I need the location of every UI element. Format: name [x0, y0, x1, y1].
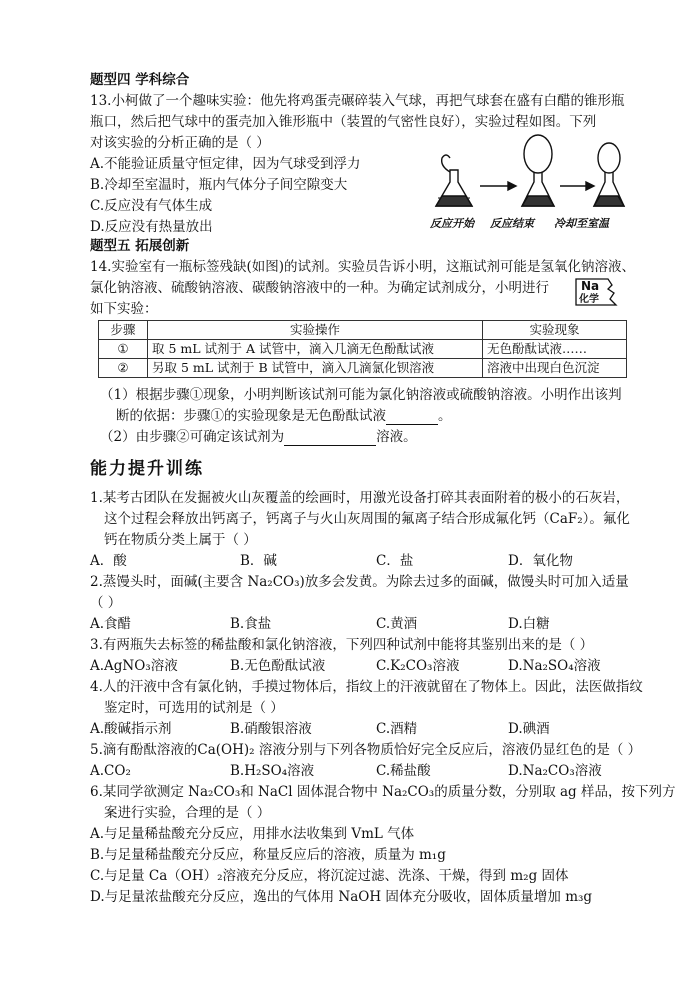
caption-end: 反应结束 — [490, 217, 534, 230]
q1-option-b: B．碱 — [240, 553, 277, 569]
q1-option-c: C．盐 — [376, 553, 414, 569]
table-cell-operation: 另取 5 mL 试剂于 B 试管中，滴入几滴氯化钡溶液 — [148, 359, 483, 378]
q14-sub1-line1: （1）根据步骤①现象，小明判断该试剂可能为氯化钠溶液或硫酸钠溶液。小明作出该判 — [100, 387, 622, 403]
q14-stem-line2: 氯化钠溶液、硫酸钠溶液、碳酸钠溶液中的一种。为确定试剂成分，小明进行 — [90, 280, 549, 296]
q14-sub2-line — [100, 428, 417, 446]
q14-sub1-text: 断的依据：步骤①的实验现象是无色酚酞试液 — [116, 408, 386, 424]
table-cell-step: ② — [99, 359, 148, 378]
q6-option-c: C.与足量 Ca（OH）₂溶液充分反应，将沉淀过滤、洗涤、干燥，得到 m₂g 固体 — [90, 868, 569, 884]
q2-option-b: B.食盐 — [230, 616, 272, 632]
answer-blank-2[interactable] — [284, 431, 376, 446]
q3-option-a: A.AgNO₃溶液 — [90, 658, 178, 674]
q1-line2: 这个过程会释放出钙离子，钙离子与火山灰周围的氟离子结合形成氟化钙（CaF₂）。氟化 — [104, 511, 630, 527]
q6-option-b: B.与足量稀盐酸充分反应，称量反应后的溶液，质量为 m₁g — [90, 847, 446, 863]
q13-option-c: C.反应没有气体生成 — [90, 198, 213, 214]
experiment-figure — [428, 132, 628, 212]
q2-option-c: C.黄酒 — [376, 616, 418, 632]
q3-option-c: C.K₂CO₃溶液 — [376, 658, 460, 674]
table-header-step: 步骤 — [99, 321, 148, 340]
q4-option-b: B.硝酸银溶液 — [230, 721, 312, 737]
q13-stem-line2: 瓶口，然后把气球中的蛋壳加入锥形瓶中（装置的气密性良好），实验过程如图。下列 — [90, 114, 597, 130]
q2-option-d: D.白糖 — [508, 616, 550, 632]
q2-option-a: A.食醋 — [90, 616, 132, 632]
section-title-4: 题型四 学科综合 — [90, 72, 190, 88]
q3-line1: 3.有两瓶失去标签的稀盐酸和氯化钠溶液，下列四种试剂中能将其鉴别出来的是（ ） — [90, 637, 594, 653]
q2-line2: （ ） — [90, 595, 122, 611]
q5-option-c: C.稀盐酸 — [376, 763, 431, 779]
q3-option-d: D.Na₂SO₄溶液 — [508, 658, 601, 674]
training-title: 能力提升训练 — [90, 459, 204, 479]
table-cell-phenomenon: 无色酚酞试液…… — [483, 340, 627, 359]
caption-start: 反应开始 — [430, 217, 474, 230]
flask-start — [436, 155, 472, 206]
section-title-5: 题型五 拓展创新 — [90, 238, 190, 254]
table-header-phenomenon: 实验现象 — [483, 321, 627, 340]
q14-sub2-end: 溶液。 — [376, 429, 417, 445]
q1-option-a: A．酸 — [90, 553, 127, 569]
table-cell-operation: 取 5 mL 试剂于 A 试管中，滴入几滴无色酚酞试液 — [148, 340, 483, 359]
q4-line2: 鉴定时，可选用的试剂是（ ） — [104, 700, 284, 716]
q4-option-a: A.酸碱指示剂 — [90, 721, 172, 737]
q5-line1: 5.滴有酚酞溶液的Ca(OH)₂ 溶液分别与下列各物质恰好完全反应后，溶液仍显红色的是（ ） — [90, 742, 642, 758]
q4-option-c: C.酒精 — [376, 721, 418, 737]
q3-option-b: B.无色酚酞试液 — [230, 658, 326, 674]
flask-cooled — [594, 143, 624, 206]
q13-stem-line3: 对该实验的分析正确的是（ ） — [90, 135, 270, 151]
q13-stem-line1: 13.小柯做了一个趣味实验：他先将鸡蛋壳碾碎装入气球，再把气球套在盛有白醋的锥形瓶 — [90, 93, 625, 109]
table-header-row — [99, 321, 627, 340]
q14-stem-line3: 如下实验： — [90, 301, 158, 317]
experiment-table — [98, 320, 627, 378]
q14-sub1-line2 — [116, 407, 452, 425]
q14-sub1-end: 。 — [438, 408, 452, 424]
arrow-2 — [560, 182, 594, 190]
q1-line1: 1.某考古团队在发掘被火山灰覆盖的绘画时，用激光设备打碎其表面附着的极小的石灰岩， — [90, 490, 630, 506]
caption-cooled: 冷却至室温 — [554, 217, 609, 230]
q14-sub2-text: （2）由步骤②可确定该试剂为 — [100, 429, 285, 445]
q6-option-a: A.与足量稀盐酸充分反应，用排水法收集到 VmL 气体 — [90, 826, 415, 842]
arrow-1 — [480, 182, 516, 190]
q4-line1: 4.人的汗液中含有氯化钠，手摸过物体后，指纹上的汗液就留在了物体上。因此，法医做指纹 — [90, 679, 643, 695]
q5-option-d: D.Na₂CO₃溶液 — [508, 763, 602, 779]
q1-line3: 钙在物质分类上属于（ ） — [104, 532, 257, 548]
label-huaxue: 化学 — [579, 294, 599, 305]
table-row — [99, 359, 627, 378]
table-header-operation: 实验操作 — [148, 321, 483, 340]
q13-option-b: B.冷却至室温时，瓶内气体分子间空隙变大 — [90, 177, 348, 193]
q6-option-d: D.与足量浓盐酸充分反应，逸出的气体用 NaOH 固体充分吸收，固体质量增加 m₃g — [90, 889, 593, 905]
q13-option-d: D.反应没有热量放出 — [90, 219, 213, 235]
table-cell-step: ① — [99, 340, 148, 359]
q5-option-b: B.H₂SO₄溶液 — [230, 763, 315, 779]
table-row — [99, 340, 627, 359]
q5-option-a: A.CO₂ — [90, 763, 131, 779]
table-cell-phenomenon: 溶液中出现白色沉淀 — [483, 359, 627, 378]
q13-option-a: A.不能验证质量守恒定律，因为气球受到浮力 — [90, 156, 361, 172]
flask-end — [522, 135, 554, 206]
q4-option-d: D.碘酒 — [508, 721, 550, 737]
q1-option-d: D．氧化物 — [508, 553, 573, 569]
label-na: Na — [581, 279, 600, 293]
q14-stem-line1: 14.实验室有一瓶标签残缺(如图)的试剂。实验员告诉小明，这瓶试剂可能是氢氧化钠溶液、 — [90, 259, 636, 275]
torn-label-icon — [574, 277, 620, 307]
q6-line1: 6.某同学欲测定 Na₂CO₃和 NaCl 固体混合物中 Na₂CO₃的质量分数，分别取 ag 样品，按下列方 — [90, 784, 676, 800]
q6-line2: 案进行实验，合理的是（ ） — [104, 805, 271, 821]
answer-blank-1[interactable] — [386, 410, 438, 425]
q2-line1: 2.蒸馒头时，面碱(主要含 Na₂CO₃)放多会发黄。为除去过多的面碱，做馒头时可加入适量 — [90, 574, 629, 590]
